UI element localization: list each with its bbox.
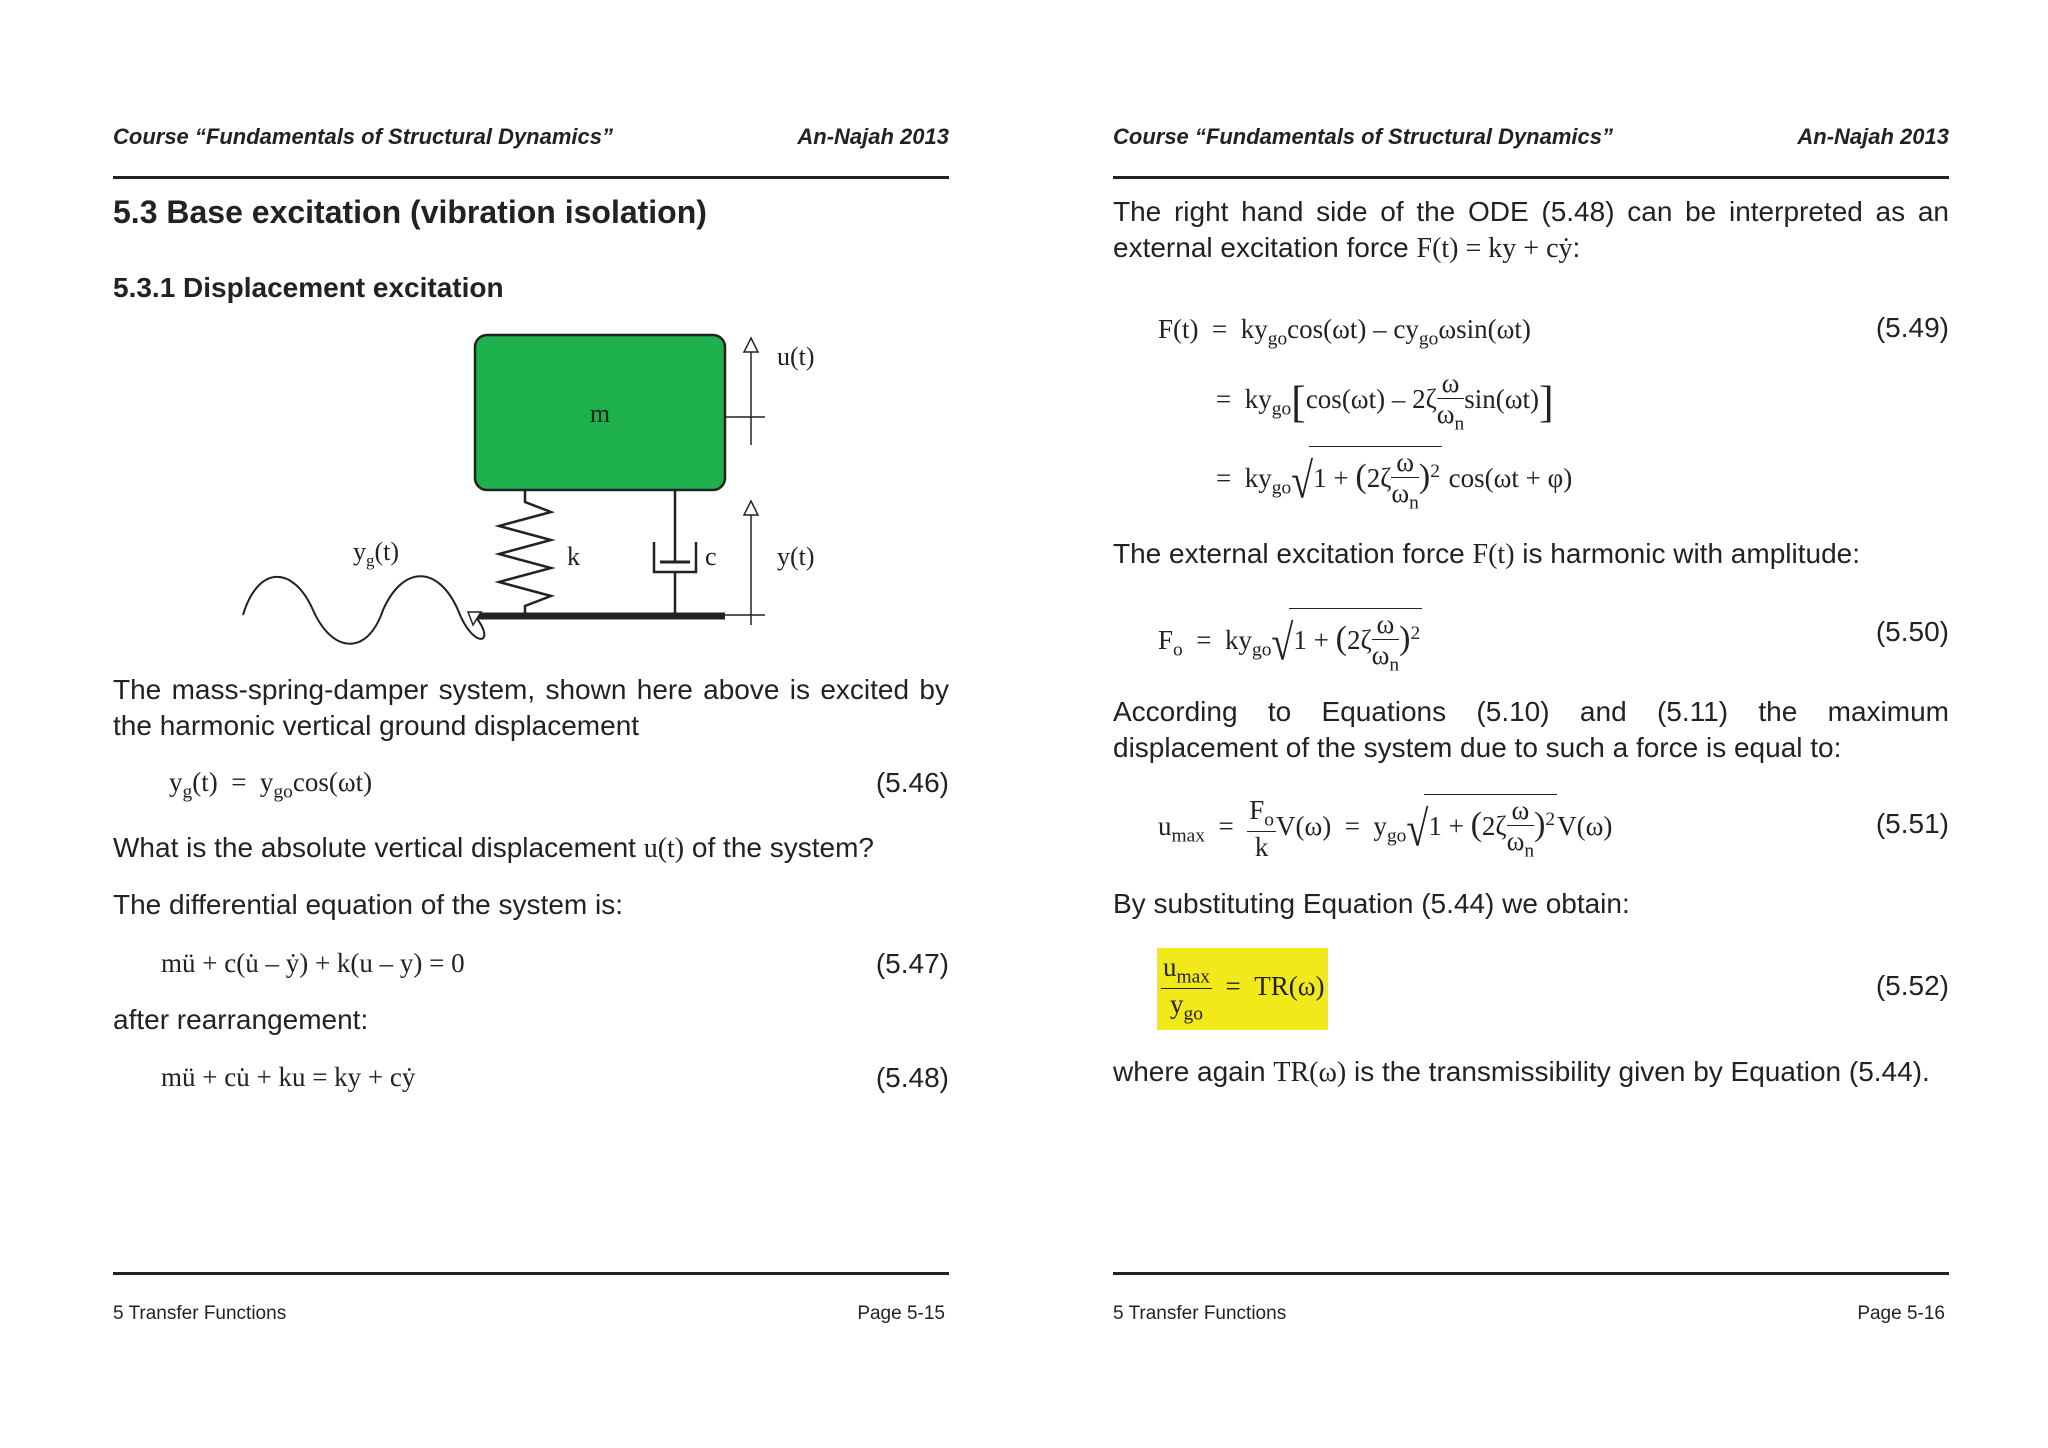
page-header xyxy=(113,124,949,158)
header-rule xyxy=(113,176,949,179)
eq-number-5-52: (5.52) xyxy=(1875,970,1949,1001)
equation-5-52 xyxy=(1113,948,1949,1038)
header-institution: An-Najah 2013 xyxy=(797,124,949,149)
header-course: Course “Fundamentals of Structural Dynamics” xyxy=(1113,124,1613,149)
y-arrow-icon xyxy=(744,501,758,515)
equation-5-50: $F_o = ky_{go}√1 + (2\zeta$ $\frac{\omega}{\omega_n}$ )$^2$ (5.50) xyxy=(1158,609,1949,676)
page-left xyxy=(113,0,949,1448)
eq-number-5-46: (5.46) xyxy=(875,767,949,798)
header-course: Course “Fundamentals of Structural Dynamics” xyxy=(113,124,613,149)
equation-5-48 xyxy=(113,1062,949,1102)
footer-page: Page 5-15 xyxy=(857,1303,945,1324)
paragraph-force: The right hand side of the ODE (5.48) can be interpreted as an external excitation force F(t) = ky + cẏ: xyxy=(1113,196,1949,264)
subsection-title: 5.3.1 Displacement excitation xyxy=(113,272,504,303)
section-title: 5.3 Base excitation (vibration isolation) xyxy=(113,194,707,230)
paragraph-intro: The mass-spring-damper system, shown here above is excited by the harmonic vertical ground displacement xyxy=(113,674,949,741)
footer-rule xyxy=(113,1272,949,1275)
y-label: y(t) xyxy=(777,542,815,571)
equation-5-51: $u_{max}$ = $\frac{F_o}{k}$ $V(\omega) = y_{go}√1 + (2\zeta$ $\frac{\omega}{\omega_n}$ )$^2$V(ω) (5.51) xyxy=(1158,795,1949,862)
header-institution: An-Najah 2013 xyxy=(1797,124,1949,149)
spring xyxy=(499,490,551,616)
footer-rule xyxy=(1113,1272,1949,1275)
eq-number-5-49: (5.49) xyxy=(1875,312,1949,343)
eq-number-5-50: (5.50) xyxy=(1875,616,1949,647)
paragraph-max-displacement: According to Equations (5.10) and (5.11) the maximum displacement of the system due to such a force is equal to: xyxy=(1113,696,1949,763)
eq-5-48-body: mü + cu̇ + ku = ky + cẏ xyxy=(161,1062,416,1092)
footer-page: Page 5-16 xyxy=(1857,1303,1945,1324)
paragraph-amplitude: The external excitation force F(t) is harmonic with amplitude: xyxy=(1113,538,1860,570)
paragraph-transmissibility: where again TR(ω) is the transmissibility given by Equation (5.44). xyxy=(1113,1056,1930,1088)
paragraph-question: What is the absolute vertical displacement u(t) of the system? xyxy=(113,832,875,864)
eq-5-47-body: mü + c(u̇ – ẏ) + k(u – y) = 0 xyxy=(161,948,465,978)
damper-label: c xyxy=(705,542,717,571)
page-right xyxy=(1113,0,1949,1448)
yg-label: $y_g(t)$ xyxy=(353,537,400,570)
equation-5-46: $y_g(t) = y_{go}\cos(\omega t)$ (5.46) xyxy=(169,767,949,803)
page-header xyxy=(1113,124,1949,158)
paragraph-rearrangement: after rearrangement: xyxy=(113,1004,369,1035)
paragraph-ode-intro: The differential equation of the system is: xyxy=(113,889,623,920)
eq-number-5-47: (5.47) xyxy=(875,948,949,979)
equation-5-47 xyxy=(113,948,949,988)
u-arrow-icon xyxy=(744,338,758,352)
footer-chapter: 5 Transfer Functions xyxy=(1113,1303,1287,1324)
equation-5-49: $F(t) = ky_{go}\cos(\omega t) - cy_{go}\omega\sin(\omega t)$ = $ky_{go}[\cos(\omega t) - 2\zeta$ $\frac{\omega}{\omega_n}$ sin(ωt)] = $ky_{go}√1 + (2\zeta$ $\frac{\omega}{\omega_n}$ )$^2$ cos(ωt + φ) (5.49) xyxy=(1158,312,1949,514)
eq-number-5-48: (5.48) xyxy=(875,1062,949,1093)
eq-number-5-51: (5.51) xyxy=(1875,808,1949,839)
paragraph-substituting: By substituting Equation (5.44) we obtain: xyxy=(1113,888,1630,919)
mass-label: m xyxy=(589,399,611,428)
ground-wave xyxy=(243,576,484,644)
spring-label: k xyxy=(567,542,580,571)
footer-chapter: 5 Transfer Functions xyxy=(113,1303,287,1324)
mass-spring-damper-figure xyxy=(113,320,949,660)
highlighted-result: $\frac{u_{max}}{y_{go}}$ = TR(ω) xyxy=(1157,948,1328,1030)
u-label: u(t) xyxy=(777,342,815,371)
header-rule xyxy=(1113,176,1949,179)
